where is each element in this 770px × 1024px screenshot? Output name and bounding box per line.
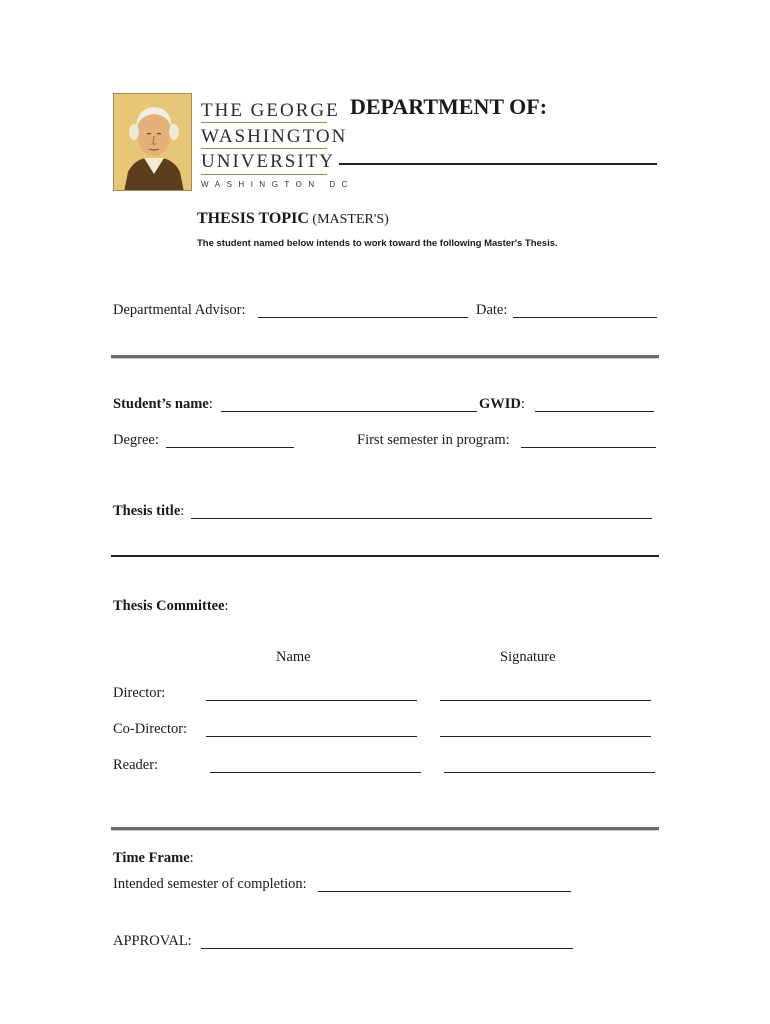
thesis-title-label: Thesis title bbox=[113, 503, 181, 519]
divider-2 bbox=[111, 827, 659, 831]
committee-colon: : bbox=[224, 598, 229, 614]
logo-rule-3 bbox=[201, 174, 327, 175]
gwid-field[interactable] bbox=[535, 396, 654, 412]
form-title-suffix: (MASTER'S) bbox=[308, 212, 389, 227]
date-field[interactable] bbox=[513, 302, 657, 318]
thesis-title-label-group bbox=[113, 503, 184, 520]
reader-label: Reader: bbox=[113, 757, 159, 773]
gwid-colon: : bbox=[520, 396, 525, 412]
approval-label: APPROVAL: bbox=[113, 933, 192, 949]
student-name-field[interactable] bbox=[221, 396, 477, 412]
time-frame-label-group bbox=[113, 850, 194, 867]
advisor-label: Departmental Advisor: bbox=[113, 302, 246, 318]
gwid-label: GWID bbox=[479, 396, 521, 412]
co-director-signature-field[interactable] bbox=[440, 721, 651, 737]
student-name-label: Student’s name bbox=[113, 396, 209, 412]
director-signature-field[interactable] bbox=[440, 685, 651, 701]
logo-rule-2 bbox=[201, 148, 327, 149]
department-heading: DEPARTMENT OF: bbox=[350, 94, 548, 119]
degree-field[interactable] bbox=[166, 432, 294, 448]
thesis-title-field[interactable] bbox=[191, 503, 652, 519]
date-label: Date: bbox=[476, 302, 508, 318]
department-field[interactable] bbox=[339, 146, 657, 165]
student-name-label-group bbox=[113, 396, 213, 413]
approval-field[interactable] bbox=[201, 933, 573, 949]
logo-line-washington: WASHINGTON bbox=[201, 126, 348, 147]
form-title bbox=[197, 210, 389, 228]
advisor-field[interactable] bbox=[258, 302, 468, 318]
time-frame-colon: : bbox=[189, 850, 194, 866]
logo-rule-1 bbox=[201, 122, 327, 123]
completion-label: Intended semester of completion: bbox=[113, 876, 307, 892]
thesis-title-colon: : bbox=[180, 503, 185, 519]
column-signature-header: Signature bbox=[500, 649, 556, 665]
form-intro: The student named below intends to work toward the following Master's Thesis. bbox=[197, 238, 558, 249]
reader-name-field[interactable] bbox=[210, 757, 421, 773]
form-title-bold: THESIS TOPIC bbox=[197, 210, 309, 227]
divider-1 bbox=[111, 355, 659, 359]
co-director-label: Co-Director: bbox=[113, 721, 188, 737]
co-director-name-field[interactable] bbox=[206, 721, 417, 737]
director-label: Director: bbox=[113, 685, 166, 701]
thesis-title-line-2[interactable] bbox=[111, 555, 659, 557]
committee-label-group bbox=[113, 598, 229, 615]
completion-field[interactable] bbox=[318, 876, 571, 892]
logo-city: WASHINGTON DC bbox=[201, 180, 354, 189]
logo-line-university: UNIVERSITY bbox=[201, 151, 335, 172]
column-name-header: Name bbox=[276, 649, 311, 665]
logo-line-the-george: THE GEORGE bbox=[201, 100, 340, 121]
portrait-icon bbox=[114, 94, 192, 191]
washington-portrait-logo bbox=[113, 93, 192, 191]
gwid-label-group bbox=[479, 396, 525, 413]
student-name-colon: : bbox=[208, 396, 213, 412]
time-frame-label: Time Frame bbox=[113, 850, 190, 866]
committee-label: Thesis Committee bbox=[113, 598, 225, 614]
reader-signature-field[interactable] bbox=[444, 757, 655, 773]
first-semester-label: First semester in program: bbox=[357, 432, 510, 448]
director-name-field[interactable] bbox=[206, 685, 417, 701]
first-semester-field[interactable] bbox=[521, 432, 656, 448]
degree-label: Degree: bbox=[113, 432, 159, 448]
